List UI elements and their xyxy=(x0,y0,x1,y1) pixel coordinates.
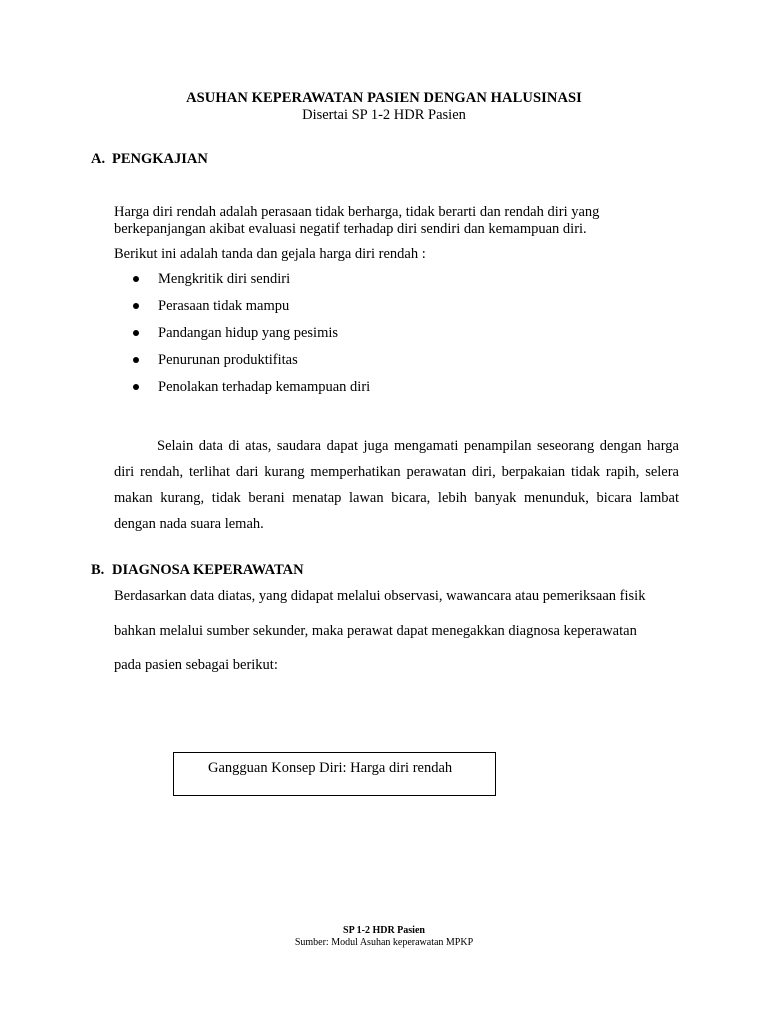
section-b-letter: B. xyxy=(91,562,105,578)
section-a-title: PENGKAJIAN xyxy=(112,151,208,167)
list-item xyxy=(114,352,370,379)
list-item-text: Mengkritik diri sendiri xyxy=(158,271,291,287)
list-item-text: Perasaan tidak mampu xyxy=(158,298,290,314)
list-item xyxy=(114,271,370,298)
bullet-icon xyxy=(133,384,139,390)
list-item xyxy=(114,379,370,406)
symptoms-intro: Berikut ini adalah tanda dan gejala harga diri rendah : xyxy=(114,246,426,262)
symptoms-list xyxy=(114,271,370,406)
bullet-icon xyxy=(133,276,139,282)
footer-source: Sumber: Modul Asuhan keperawatan MPKP xyxy=(294,937,474,948)
diagnosis-text-line-3: pada pasien sebagai berikut: xyxy=(114,657,278,673)
list-item xyxy=(114,298,370,325)
bullet-icon xyxy=(133,357,139,363)
section-b-title: DIAGNOSA KEPERAWATAN xyxy=(112,562,304,578)
document-subtitle: Disertai SP 1-2 HDR Pasien xyxy=(302,107,466,123)
diagnosis-text-line-2: bahkan melalui sumber sekunder, maka perawat dapat menegakkan diagnosa keperawatan xyxy=(114,623,637,639)
observation-paragraph: Selain data di atas, saudara dapat juga mengamati penampilan seseorang dengan harga diri rendah, terlihat dari kurang memperhatikan perawatan diri, berpakaian tidak rapih, selera makan kurang, tidak berani menatap lawan bicara, lebih banyak menunduk, bicara lambat dengan nada suara lemah. xyxy=(114,438,679,532)
document-title: ASUHAN KEPERAWATAN PASIEN DENGAN HALUSINASI xyxy=(186,90,582,106)
bullet-icon xyxy=(133,330,139,336)
list-item-text: Pandangan hidup yang pesimis xyxy=(158,325,339,341)
diagnosis-box xyxy=(173,752,496,796)
list-item-text: Penurunan produktifitas xyxy=(158,352,298,368)
section-a-heading xyxy=(91,151,208,168)
diagnosis-label: Gangguan Konsep Diri: Harga diri rendah xyxy=(208,760,453,776)
definition-paragraph: Harga diri rendah adalah perasaan tidak berharga, tidak berarti dan rendah diri yang berkepanjangan akibat evaluasi negatif terhadap diri sendiri dan kemampuan diri. xyxy=(114,204,600,237)
section-b-heading xyxy=(91,562,304,579)
footer-title: SP 1-2 HDR Pasien xyxy=(343,925,425,936)
section-a-letter: A. xyxy=(91,151,106,167)
bullet-icon xyxy=(133,303,139,309)
diagnosis-text-line-1: Berdasarkan data diatas, yang didapat melalui observasi, wawancara atau pemeriksaan fisik xyxy=(114,588,646,604)
list-item-text: Penolakan terhadap kemampuan diri xyxy=(158,379,371,395)
list-item xyxy=(114,325,370,352)
